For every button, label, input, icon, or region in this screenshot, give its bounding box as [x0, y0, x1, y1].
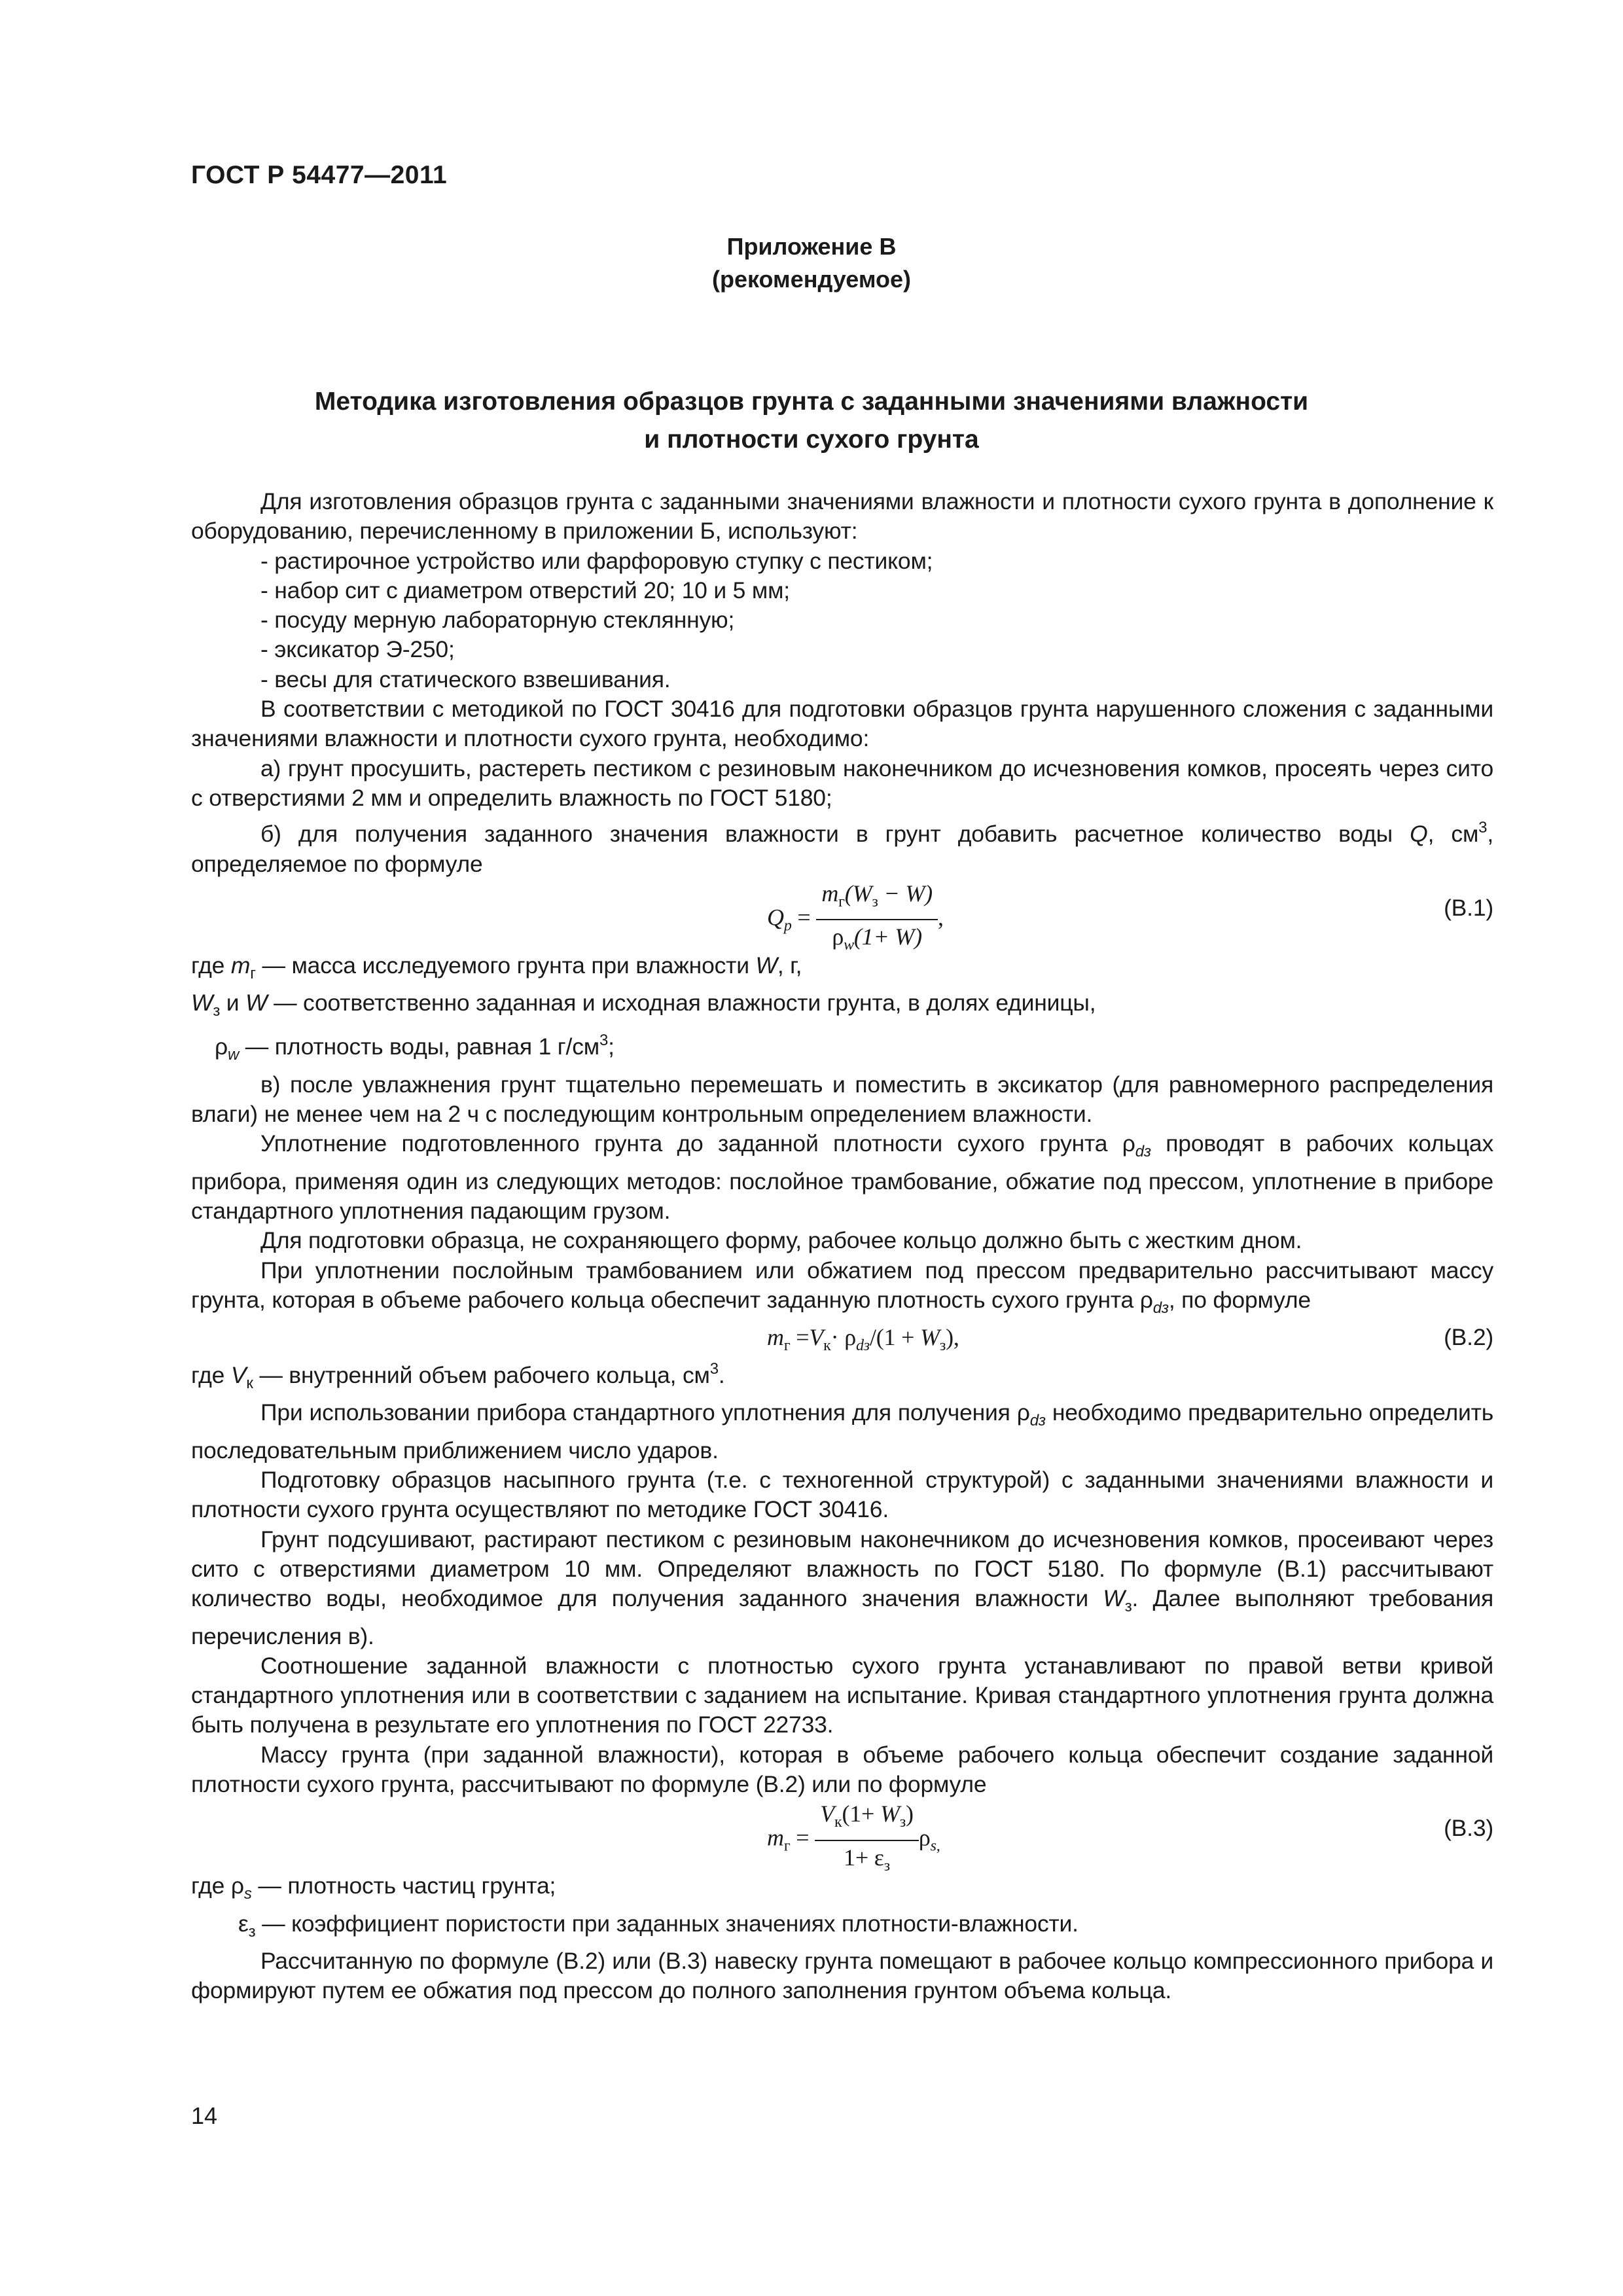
paragraph-step-a: а) грунт просушить, растереть пестиком с резиновым наконечником до исчезновения комков, просеять через сито с отверстиями 2 мм и определить влажность по ГОСТ 5180;	[191, 755, 1493, 811]
document-header: ГОСТ Р 54477—2011	[191, 161, 448, 189]
paragraph-step-c: в) после увлажнения грунт тщательно перемешать и поместить в эксикатор (для равномерного распределения влаги) не менее чем на 2 ч с последующим контрольным определением влажности.	[191, 1071, 1493, 1128]
paragraph-mass-formula: Массу грунта (при заданной влажности), которая в объеме рабочего кольца обеспечит создание заданной плотности сухого грунта, рассчитывают по формуле (В.2) или по формуле	[191, 1741, 1493, 1797]
paragraph-ratio: Соотношение заданной влажности с плотностью сухого грунта устанавливают по правой ветви кривой стандартного уплотнения или в соответствии с заданием на испытание. Кривая стандартного уплотнения грунта должна быть получена в результате его уплотнения по ГОСТ 22733.	[191, 1652, 1493, 1738]
paragraph-final: Рассчитанную по формуле (В.2) или (В.3) навеску грунта помещают в рабочее кольцо компрессионного прибора и формируют путем ее обжатия под прессом до полного заполнения грунтом объема кольца.	[191, 1947, 1493, 2004]
where-definition: $\rho_w$ — плотность воды, равная 1 $г/см^3$;	[215, 1031, 615, 1064]
formula-number: (В.1)	[1444, 894, 1493, 921]
paragraph-method: В соответствии с методикой по ГОСТ 30416 для подготовки образцов грунта нарушенного сложения с заданными значениями влажности и плотности сухого грунта, необходимо:	[191, 696, 1493, 752]
list-item: - набор сит с диаметром отверстий 20; 10 и 5 мм;	[191, 576, 1493, 605]
annex-heading	[0, 230, 1623, 296]
where-definition: $\varepsilon_з$ — коэффициент пористости при заданных значениях плотности-влажности.	[238, 1910, 1079, 1941]
formula-b3: $m_г$ = $\frac{V_к(1+ W_з)}{1+ \varepsilon_з}$ $\rho_{s,}$ (В.3)	[191, 1799, 1493, 1871]
list-item: - посуду мерную лабораторную стеклянную;	[191, 605, 1493, 635]
paragraph-standard-device: При использовании прибора стандартного уплотнения для получения $\rho_{dз}$ необходимо предварительно определить последовательным приближением число ударов.	[191, 1399, 1493, 1463]
page-number: 14	[191, 2102, 218, 2129]
paragraph-drying: Грунт подсушивают, растирают пестиком с резиновым наконечником до исчезновения комков, просеивают через сито с отверстиями диаметром 10 мм. Определяют влажность по ГОСТ 5180. По формуле (В.1) рассчитывают количество воды, необходимое для получения заданного значения влажности $W_з$. Далее выполняют требования перечисления в).	[191, 1526, 1493, 1649]
section-title	[0, 383, 1623, 459]
where-definition: где $V_к$ — внутренний объем рабочего кольца, $см^3$.	[191, 1360, 725, 1393]
annex-status: (рекомендуемое)	[712, 266, 911, 293]
document-body	[191, 487, 1493, 2005]
list-item: - эксикатор Э-250;	[191, 635, 1493, 664]
list-item: - растирочное устройство или фарфоровую ступку с пестиком;	[191, 547, 1493, 576]
formula-b1: $Q_p$ = $\frac{m_г(W_з - W)}{\rho_w(1+ W)}$ , (В.1)	[191, 879, 1493, 951]
paragraph-ring: Для подготовки образца, не сохраняющего форму, рабочее кольцо должно быть с жестким дном.	[260, 1227, 1302, 1254]
section-title-line1: Методика изготовления образцов грунта с заданными значениями влажности	[314, 387, 1309, 416]
where-definition: где $\rho_s$ — плотность частиц грунта;	[191, 1873, 556, 1903]
formula-number: (В.3)	[1444, 1815, 1493, 1842]
where-definition: $W_з$ и W — соответственно заданная и исходная влажности грунта, в долях единицы,	[191, 990, 1096, 1020]
list-item: - весы для статического взвешивания.	[191, 665, 1493, 694]
section-title-line2: и плотности сухого грунта	[644, 425, 979, 454]
annex-title: Приложение В	[726, 233, 897, 260]
formula-number: (В.2)	[1444, 1324, 1493, 1351]
formula-b1-fraction: $\frac{m_г(W_з - W)}{\rho_w(1+ W)}$	[816, 879, 938, 961]
paragraph-compaction: Уплотнение подготовленного грунта до заданной плотности сухого грунта $\rho_{dз}$ проводят в рабочих кольцах прибора, применяя один из следующих методов: послойное трамбование, обжатие под прессом, уплотнение в приборе стандартного уплотнения падающим грузом.	[191, 1130, 1493, 1224]
paragraph-intro: Для изготовления образцов грунта с заданными значениями влажности и плотности сухого грунта в дополнение к оборудованию, перечисленному в приложении Б, используют:	[191, 488, 1493, 545]
paragraph-step-b: б) для получения заданного значения влажности в грунт добавить расчетное количество воды Q, $см^3$, определяемое по формуле	[191, 819, 1493, 877]
formula-b3-fraction: $\frac{V_к(1+ W_з)}{1+ \varepsilon_з}$	[815, 1799, 919, 1881]
formula-b2: $m_г =V_к\cdot \rho_{dз}/(1 + W_з)$, (В.2)	[767, 1324, 1493, 1355]
where-definition: где $m_г$ — масса исследуемого грунта при влажности W, г,	[191, 952, 802, 982]
paragraph-mass: При уплотнении послойным трамбованием или обжатием под прессом предварительно рассчитывают массу грунта, которая в объеме рабочего кольца обеспечит заданную плотность сухого грунта $\rho_{dз}$, по формуле	[191, 1257, 1493, 1317]
paragraph-fill-soil: Подготовку образцов насыпного грунта (т.е. с техногенной структурой) с заданными значениями влажности и плотности сухого грунта осуществляют по методике ГОСТ 30416.	[191, 1467, 1493, 1523]
